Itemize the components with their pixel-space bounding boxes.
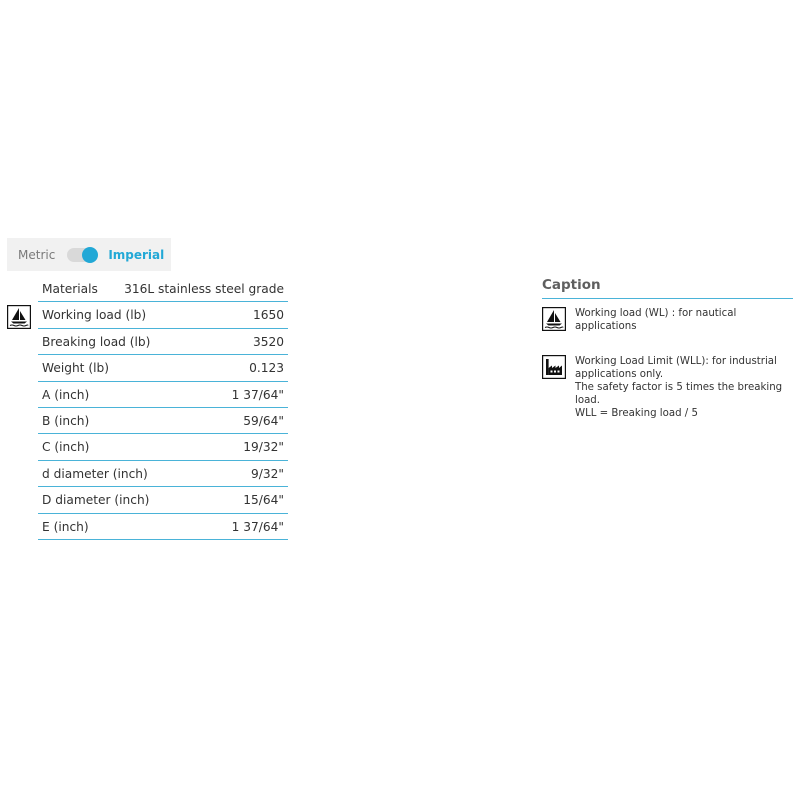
spec-row xyxy=(38,302,288,328)
sailboat-icon xyxy=(542,307,566,331)
spec-label: Weight (lb) xyxy=(42,361,109,376)
caption-item-working-load-limit xyxy=(542,355,793,420)
caption-line: The safety factor is 5 times the breaking xyxy=(575,382,783,393)
caption-title: Caption xyxy=(542,277,793,299)
spec-value: 15/64" xyxy=(243,493,284,508)
spec-value: 1650 xyxy=(252,308,284,323)
spec-label: Materials xyxy=(42,282,98,296)
caption-item-working-load xyxy=(542,307,793,333)
unit-switch-knob[interactable] xyxy=(82,247,98,263)
factory-icon xyxy=(542,355,566,379)
caption-panel xyxy=(542,277,793,420)
spec-value: 0.123 xyxy=(249,361,284,376)
spec-row xyxy=(38,408,288,434)
spec-label: E (inch) xyxy=(42,519,89,534)
imperial-label[interactable]: Imperial xyxy=(108,247,165,262)
unit-toggle[interactable] xyxy=(7,238,171,271)
spec-label: B (inch) xyxy=(42,413,90,428)
spec-value: 19/32" xyxy=(243,440,284,455)
unit-switch[interactable] xyxy=(67,248,97,262)
caption-text-working-load xyxy=(575,307,793,333)
spec-label: A (inch) xyxy=(42,387,90,402)
spec-row xyxy=(38,382,288,408)
metric-label[interactable]: Metric xyxy=(18,247,56,262)
spec-row xyxy=(38,487,288,513)
spec-label: Breaking load (lb) xyxy=(42,334,151,349)
spec-row xyxy=(38,434,288,460)
spec-value: 1 37/64" xyxy=(231,519,284,534)
caption-line: Working Load Limit (WLL): for industrial xyxy=(575,356,777,367)
spec-label: d diameter (inch) xyxy=(42,466,148,481)
spec-row xyxy=(38,355,288,381)
spec-row xyxy=(38,329,288,355)
spec-value: 3520 xyxy=(252,334,284,349)
spec-label: D diameter (inch) xyxy=(42,493,150,508)
spec-row xyxy=(38,276,288,302)
spec-label: Working load (lb) xyxy=(42,308,147,323)
spec-value: 9/32" xyxy=(251,466,284,481)
spec-value: 1 37/64" xyxy=(231,387,284,402)
caption-line: WLL = Breaking load / 5 xyxy=(575,408,698,419)
spec-row xyxy=(38,514,288,540)
spec-value: 59/64" xyxy=(243,413,284,428)
caption-line: Working load (WL) : for nautical xyxy=(575,308,737,319)
caption-text-working-load-limit xyxy=(575,355,793,420)
sailboat-icon xyxy=(7,305,31,329)
spec-label: C (inch) xyxy=(42,440,90,455)
spec-value: 316L stainless steel grade xyxy=(124,282,284,296)
caption-line: applications only. xyxy=(575,369,664,380)
specs-table xyxy=(38,276,288,540)
spec-row xyxy=(38,461,288,487)
caption-line: load. xyxy=(575,395,601,406)
caption-line: applications xyxy=(575,321,637,332)
